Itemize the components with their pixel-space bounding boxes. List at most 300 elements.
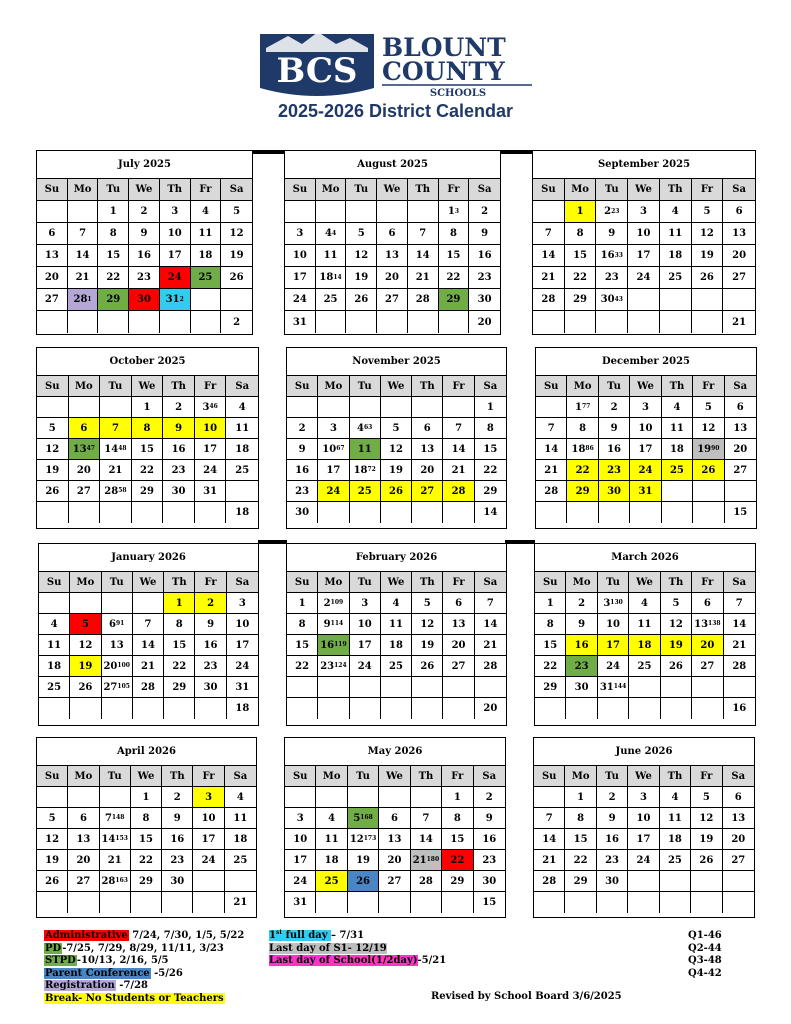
day-cell xyxy=(132,502,164,523)
weekday-header: Sa xyxy=(221,179,252,201)
day-cell: 10 xyxy=(628,223,660,245)
legend-last-day-school: Last day of School(1/2day) xyxy=(269,955,418,966)
day-cell xyxy=(37,502,69,523)
day-cell xyxy=(567,502,598,523)
day-cell: 12 xyxy=(346,245,377,267)
school-day-count: 15 xyxy=(733,507,748,518)
weekday-header: Fr xyxy=(443,572,474,593)
day-cell: 21 xyxy=(100,460,132,481)
weekday-header: Su xyxy=(287,376,318,397)
day-cell xyxy=(191,311,222,333)
day-cell xyxy=(412,698,443,719)
weekday-header: Tu xyxy=(598,572,629,593)
day-cell: 9 xyxy=(597,808,628,829)
day-cell: 5 xyxy=(37,418,69,439)
school-day-count: 16 xyxy=(732,703,747,714)
day-cell: 15 xyxy=(164,635,195,656)
day-cell: 6 91 xyxy=(102,614,133,635)
day-cell: 26 xyxy=(348,871,379,892)
day-cell: 14 xyxy=(534,829,565,850)
day-cell xyxy=(37,201,68,223)
weekday-header: Mo xyxy=(68,179,99,201)
day-cell: 28 xyxy=(534,871,565,892)
day-cell xyxy=(692,311,724,333)
day-cell: 1 xyxy=(98,201,129,223)
day-cell: 12 xyxy=(691,808,722,829)
day-cell: 9 xyxy=(162,808,193,829)
day-cell: 11 xyxy=(381,614,412,635)
day-cell: 22 xyxy=(132,460,164,481)
svg-text:SCHOOLS: SCHOOLS xyxy=(429,88,487,99)
day-cell: 5 xyxy=(381,418,412,439)
day-cell xyxy=(100,787,131,808)
day-cell xyxy=(39,698,70,719)
day-cell xyxy=(346,311,377,333)
day-cell xyxy=(100,397,132,418)
day-cell: 12 173 xyxy=(348,829,379,850)
day-cell: 21 xyxy=(724,635,755,656)
day-cell: 25 xyxy=(662,460,693,481)
weekday-header: Mo xyxy=(316,179,347,201)
day-cell: 31 2 xyxy=(160,289,191,311)
day-cell: 4 xyxy=(226,397,258,418)
weekday-header: Th xyxy=(662,376,693,397)
day-cell: 17 xyxy=(195,439,227,460)
day-cell: 27 105 xyxy=(102,677,133,698)
day-cell: 25 xyxy=(191,267,222,289)
day-cell: 11 xyxy=(662,418,693,439)
day-cell: 28 58 xyxy=(100,481,132,502)
day-cell: 21 xyxy=(443,460,474,481)
day-cell xyxy=(381,502,412,523)
day-cell: 28 xyxy=(133,677,164,698)
day-cell: 21 xyxy=(100,850,131,871)
day-cell: 27 xyxy=(723,267,755,289)
day-cell xyxy=(377,201,408,223)
day-cell: 6 xyxy=(69,418,101,439)
day-cell: 26 xyxy=(37,481,69,502)
day-cell: 20 xyxy=(723,829,754,850)
day-cell: 24 xyxy=(598,656,629,677)
day-cell: 16 xyxy=(599,439,630,460)
day-cell: 26 xyxy=(381,481,412,502)
day-cell: 23 xyxy=(474,850,505,871)
day-cell: 30 xyxy=(195,677,226,698)
day-cell: 18 86 xyxy=(567,439,598,460)
day-cell: 27 xyxy=(443,656,474,677)
day-cell: 28 xyxy=(408,289,439,311)
month-grid xyxy=(39,572,258,719)
school-day-count: 21 xyxy=(233,897,248,908)
day-cell: 12 xyxy=(661,614,692,635)
day-cell xyxy=(68,892,99,913)
day-cell: 7 xyxy=(475,593,506,614)
day-cell: 24 xyxy=(318,481,349,502)
school-day-count: 14 xyxy=(483,507,498,518)
day-cell xyxy=(100,502,132,523)
day-cell: 27 xyxy=(379,871,410,892)
day-cell: 19 xyxy=(70,656,101,677)
day-cell: 31 xyxy=(630,481,661,502)
day-cell: 24 xyxy=(195,460,227,481)
weekday-header: Mo xyxy=(318,376,349,397)
month-calendar xyxy=(284,737,506,918)
day-cell: 20 xyxy=(412,460,443,481)
day-cell: 5 xyxy=(37,808,68,829)
day-cell: 5 xyxy=(693,397,724,418)
weekday-header: Tu xyxy=(100,376,132,397)
day-cell: 25 xyxy=(225,850,256,871)
day-cell xyxy=(724,677,755,698)
day-cell: 10 67 xyxy=(318,439,349,460)
day-cell xyxy=(163,502,195,523)
day-cell xyxy=(131,892,162,913)
weekday-header: Mo xyxy=(567,376,598,397)
day-cell: 30 xyxy=(129,289,160,311)
day-cell: 29 xyxy=(567,481,598,502)
day-cell: 30 xyxy=(566,677,597,698)
day-cell: 30 xyxy=(287,502,318,523)
day-cell: 13 xyxy=(725,418,756,439)
day-cell: 25 xyxy=(381,656,412,677)
day-cell xyxy=(475,677,506,698)
day-cell: 26 xyxy=(70,677,101,698)
legend-administrative: Administrative xyxy=(45,930,128,941)
weekday-header: We xyxy=(628,766,659,787)
month-title: June 2026 xyxy=(534,738,754,766)
day-cell xyxy=(162,892,193,913)
weekday-header: Sa xyxy=(723,766,754,787)
weekday-header: Su xyxy=(536,376,567,397)
day-cell: 16 xyxy=(195,635,226,656)
day-cell xyxy=(442,892,473,913)
legend-secondary: 1st full day – 7/31 Last day of S1- 12/19 Last day of School(1/2day)-5/21 xyxy=(269,929,447,966)
weekday-header: Th xyxy=(660,766,691,787)
day-cell: 7 148 xyxy=(100,808,131,829)
day-cell xyxy=(535,698,566,719)
day-cell: 2 xyxy=(474,787,505,808)
weekday-header: Sa xyxy=(225,766,256,787)
day-cell: 21 xyxy=(68,267,99,289)
month-title: October 2025 xyxy=(37,348,258,376)
month-title: February 2026 xyxy=(287,544,506,572)
month-grid xyxy=(285,179,500,333)
day-cell: 12 xyxy=(221,223,252,245)
day-cell: 1 xyxy=(442,787,473,808)
quarter-count: Q4-42 xyxy=(688,967,722,979)
weekday-header: We xyxy=(129,179,160,201)
weekday-header: Th xyxy=(412,572,443,593)
day-cell: 19 xyxy=(692,245,724,267)
weekday-header: Fr xyxy=(691,766,722,787)
month-grid xyxy=(285,766,505,913)
day-cell: 13 xyxy=(102,635,133,656)
day-cell: 11 xyxy=(316,245,347,267)
day-cell xyxy=(318,502,349,523)
day-cell xyxy=(628,871,659,892)
day-cell: 21 xyxy=(475,635,506,656)
day-cell xyxy=(350,698,381,719)
day-cell: 9 xyxy=(599,418,630,439)
day-cell xyxy=(565,311,597,333)
day-cell: 15 xyxy=(535,635,566,656)
day-cell: 8 xyxy=(442,808,473,829)
day-cell: 9 xyxy=(596,223,628,245)
day-cell: 10 xyxy=(285,829,316,850)
day-cell: 11 xyxy=(629,614,660,635)
day-cell xyxy=(221,289,252,311)
weekday-header: Mo xyxy=(316,766,347,787)
day-cell: 31 xyxy=(285,311,316,333)
day-cell: 22 xyxy=(439,267,470,289)
day-cell: 17 xyxy=(318,460,349,481)
day-cell: 12 xyxy=(37,439,69,460)
month-grid xyxy=(287,572,506,719)
day-cell xyxy=(68,311,99,333)
day-cell xyxy=(693,502,724,523)
day-cell xyxy=(37,397,69,418)
day-cell: 20 xyxy=(377,267,408,289)
day-cell: 13 138 xyxy=(692,614,723,635)
day-cell: 10 xyxy=(195,418,227,439)
day-cell: 18 xyxy=(316,850,347,871)
day-cell xyxy=(381,677,412,698)
day-cell: 11 xyxy=(226,418,258,439)
day-cell: 15 xyxy=(565,245,597,267)
day-cell: 20 xyxy=(443,635,474,656)
day-cell: 1 xyxy=(565,201,597,223)
day-cell: 17 xyxy=(628,245,660,267)
day-cell: 23 xyxy=(287,481,318,502)
day-cell xyxy=(439,311,470,333)
day-cell: 28 xyxy=(475,656,506,677)
weekday-header: Su xyxy=(533,179,565,201)
day-cell: 14 xyxy=(475,614,506,635)
month-calendar xyxy=(535,347,757,529)
day-cell: 18 14 xyxy=(316,267,347,289)
day-cell xyxy=(285,201,316,223)
day-cell xyxy=(381,698,412,719)
weekday-header: Tu xyxy=(348,766,379,787)
day-cell: 24 xyxy=(350,656,381,677)
day-cell: 4 4 xyxy=(316,223,347,245)
day-cell: 23 124 xyxy=(318,656,349,677)
day-cell: 4 xyxy=(660,787,691,808)
day-cell: 23 xyxy=(162,850,193,871)
day-cell: 18 xyxy=(629,635,660,656)
day-cell: 21 xyxy=(534,850,565,871)
day-cell xyxy=(285,787,316,808)
weekday-header: Su xyxy=(285,766,316,787)
day-cell xyxy=(599,502,630,523)
weekday-header: Th xyxy=(660,179,692,201)
day-cell: 4 xyxy=(225,787,256,808)
day-cell: 29 xyxy=(131,871,162,892)
day-cell: 6 xyxy=(68,808,99,829)
day-cell xyxy=(596,311,628,333)
school-day-count: 18 xyxy=(235,507,250,518)
day-cell xyxy=(534,892,565,913)
day-cell xyxy=(160,311,191,333)
day-cell: 4 xyxy=(381,593,412,614)
day-cell: 3 xyxy=(628,201,660,223)
day-cell: 31 144 xyxy=(598,677,629,698)
legend-break: Break- No Students or Teachers xyxy=(45,992,224,1004)
day-cell: 5 xyxy=(70,614,101,635)
day-cell xyxy=(37,311,68,333)
weekday-header: We xyxy=(630,376,661,397)
day-cell: 15 xyxy=(132,439,164,460)
weekday-header: Tu xyxy=(599,376,630,397)
day-cell xyxy=(350,677,381,698)
day-cell: 14 xyxy=(68,245,99,267)
weekday-header: Fr xyxy=(442,766,473,787)
day-cell: 16 xyxy=(162,829,193,850)
day-cell: 20 100 xyxy=(102,656,133,677)
day-cell: 7 xyxy=(443,418,474,439)
weekday-header: Tu xyxy=(346,179,377,201)
day-cell: 5 xyxy=(346,223,377,245)
day-cell: 19 xyxy=(348,850,379,871)
legend-first-full-day: 1st full day xyxy=(269,929,332,941)
day-cell: 17 xyxy=(285,267,316,289)
day-cell: 10 xyxy=(160,223,191,245)
day-cell: 14 xyxy=(408,245,439,267)
weekday-header: Su xyxy=(534,766,565,787)
weekday-header: Fr xyxy=(195,572,226,593)
day-cell xyxy=(630,502,661,523)
day-cell: 19 90 xyxy=(693,439,724,460)
day-cell: 2 xyxy=(287,418,318,439)
day-cell: 22 xyxy=(287,656,318,677)
day-cell: 15 xyxy=(565,829,596,850)
day-cell: 1 xyxy=(132,397,164,418)
day-cell: 11 xyxy=(316,829,347,850)
day-cell: 23 xyxy=(566,656,597,677)
day-cell xyxy=(68,201,99,223)
day-cell: 9 xyxy=(474,808,505,829)
day-cell: 15 xyxy=(98,245,129,267)
day-cell: 14 xyxy=(411,829,442,850)
day-cell: 7 xyxy=(534,808,565,829)
day-cell xyxy=(629,677,660,698)
day-cell xyxy=(350,397,381,418)
weekday-header: Mo xyxy=(566,572,597,593)
month-grid xyxy=(536,376,756,523)
day-cell: 2 xyxy=(129,201,160,223)
day-cell: 3 46 xyxy=(195,397,227,418)
legend-parent-conference: Parent Conference xyxy=(45,967,150,979)
day-cell: 24 xyxy=(628,850,659,871)
day-cell: 13 47 xyxy=(69,439,101,460)
weekday-header: Fr xyxy=(439,179,470,201)
day-cell xyxy=(566,698,597,719)
day-cell: 18 72 xyxy=(350,460,381,481)
day-cell: 18 xyxy=(225,829,256,850)
day-cell: 23 xyxy=(163,460,195,481)
quarter-count: Q1-46 xyxy=(688,930,722,941)
day-cell: 1 xyxy=(131,787,162,808)
weekday-header: Fr xyxy=(191,179,222,201)
day-cell: 13 xyxy=(37,245,68,267)
day-cell: 3 xyxy=(350,593,381,614)
day-cell: 18 xyxy=(381,635,412,656)
day-cell xyxy=(628,892,659,913)
day-cell: 28 xyxy=(724,656,755,677)
day-cell: 13 xyxy=(412,439,443,460)
day-cell: 4 xyxy=(39,614,70,635)
month-calendar xyxy=(36,347,259,529)
day-cell: 4 63 xyxy=(350,418,381,439)
day-cell: 6 xyxy=(443,593,474,614)
day-cell: 6 xyxy=(723,201,755,223)
weekday-header: We xyxy=(377,179,408,201)
day-cell xyxy=(318,677,349,698)
day-cell xyxy=(348,892,379,913)
day-cell: 17 xyxy=(160,245,191,267)
day-cell: 24 xyxy=(193,850,224,871)
school-day-count: 20 xyxy=(483,703,498,714)
day-cell xyxy=(723,289,755,311)
day-cell: 10 xyxy=(628,808,659,829)
day-cell: 18 xyxy=(226,439,258,460)
day-cell: 5 xyxy=(412,593,443,614)
day-cell: 13 xyxy=(723,223,755,245)
day-cell: 26 xyxy=(412,656,443,677)
day-cell: 24 xyxy=(285,871,316,892)
weekday-header: Th xyxy=(160,179,191,201)
day-cell: 22 xyxy=(442,850,473,871)
month-grid xyxy=(37,766,256,913)
day-cell: 9 xyxy=(287,439,318,460)
day-cell: 26 xyxy=(221,267,252,289)
day-cell: 25 xyxy=(39,677,70,698)
day-cell: 20 xyxy=(68,850,99,871)
day-cell: 17 xyxy=(630,439,661,460)
day-cell: 25 xyxy=(660,850,691,871)
weekday-header: Fr xyxy=(692,179,724,201)
day-cell: 12 xyxy=(381,439,412,460)
day-cell xyxy=(316,787,347,808)
day-cell: 29 xyxy=(565,289,597,311)
month-calendar xyxy=(286,347,507,529)
day-cell xyxy=(379,787,410,808)
weekday-header: Mo xyxy=(70,572,101,593)
day-cell: 28 xyxy=(443,481,474,502)
day-cell xyxy=(597,892,628,913)
day-cell: 3 xyxy=(160,201,191,223)
day-cell: 14 153 xyxy=(100,829,131,850)
day-cell: 16 33 xyxy=(596,245,628,267)
day-cell: 6 xyxy=(379,808,410,829)
day-cell: 8 xyxy=(565,808,596,829)
day-cell: 21 180 xyxy=(411,850,442,871)
day-cell xyxy=(661,698,692,719)
weekday-header: We xyxy=(629,572,660,593)
day-cell: 22 xyxy=(164,656,195,677)
day-cell xyxy=(316,892,347,913)
revised-note: Revised by School Board 3/6/2025 xyxy=(431,991,622,1002)
month-calendar xyxy=(38,543,259,726)
day-cell: 18 xyxy=(191,245,222,267)
weekday-header: Mo xyxy=(318,572,349,593)
day-cell: 18 xyxy=(660,245,692,267)
day-cell: 16 xyxy=(287,460,318,481)
school-day-count xyxy=(723,892,754,913)
legend: Administrative 7/24, 7/30, 1/5, 5/22 PD-7/25, 7/29, 8/29, 11/11, 3/23 STPD-10/13, 2/16, 5/5 Parent Conference -5/26 Registration -7/28 Break- No Students or Teachers xyxy=(45,930,245,1004)
day-cell: 11 xyxy=(660,808,691,829)
day-cell: 2 xyxy=(597,787,628,808)
